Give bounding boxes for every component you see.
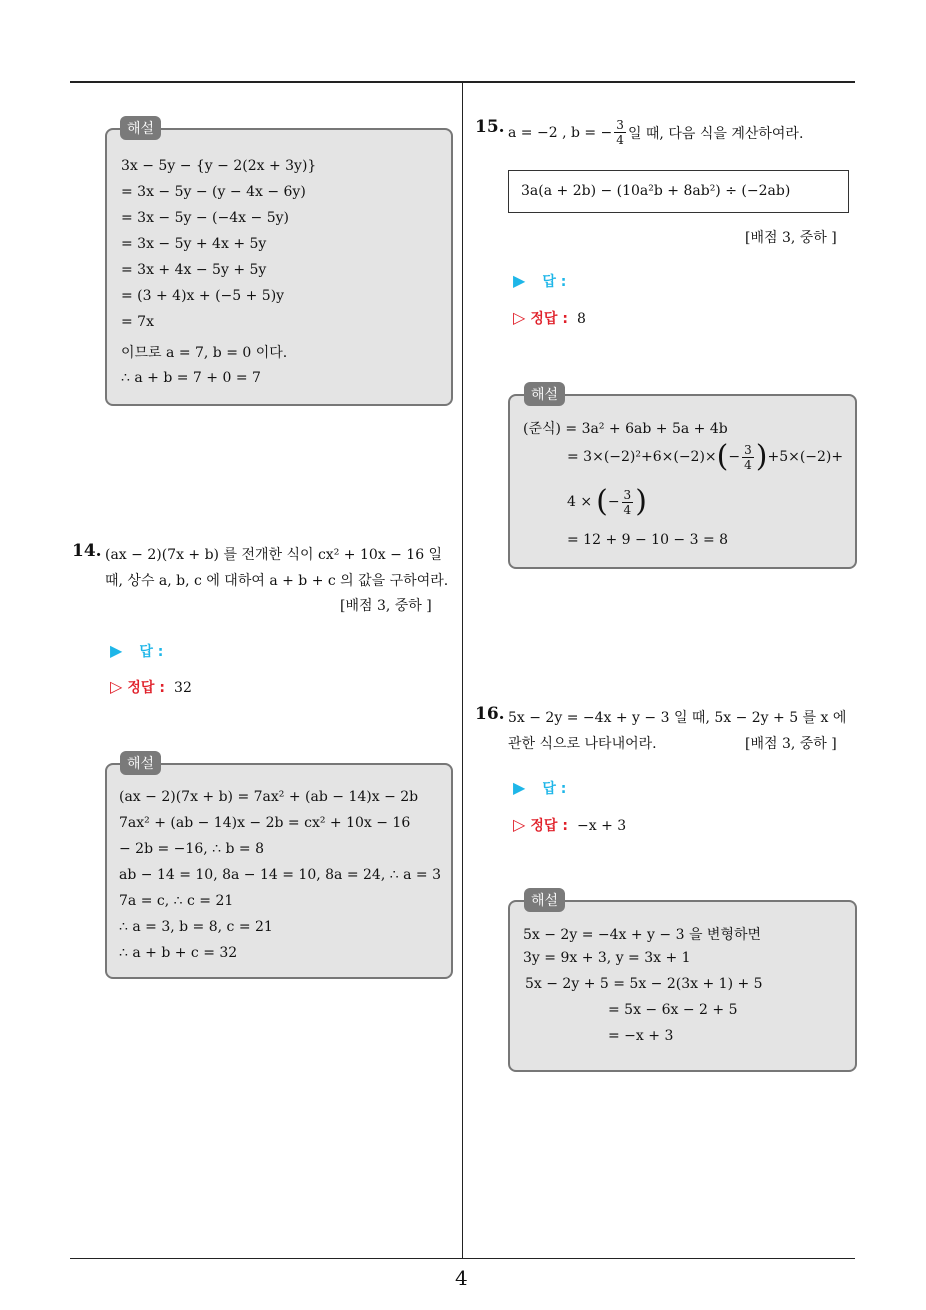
q13-solution-box: [105, 128, 453, 406]
solution-line: = 5x − 6x − 2 + 5: [608, 1002, 738, 1018]
q15-text-part1: a = −2 , b = −: [508, 124, 613, 141]
solution-line: 7ax² + (ab − 14)x − 2b = cx² + 10x − 16: [119, 815, 411, 831]
solution-line: [567, 484, 647, 519]
left-paren: (: [596, 484, 608, 519]
q14-answer-row[interactable]: [110, 641, 163, 661]
fraction-denominator: 4: [744, 457, 752, 472]
q16-correct-row: [513, 815, 626, 835]
minus-sign: −: [607, 494, 620, 510]
q14-points: [배점 3, 중하 ]: [340, 598, 432, 614]
q16-text-line2: 관한 식으로 나타내어라.: [508, 736, 657, 752]
correct-label: 정답 :: [530, 311, 568, 327]
answer-label: 답 :: [542, 274, 567, 290]
solution-line: 3y = 9x + 3, y = 3x + 1: [523, 950, 691, 966]
solution-line: ∴ a + b + c = 32: [119, 945, 238, 961]
solution-line: [567, 439, 844, 474]
fraction-numerator: 3: [623, 487, 632, 502]
minus-sign: −: [728, 449, 741, 465]
correct-value: −x + 3: [577, 818, 627, 834]
q16-solution-box: [508, 900, 857, 1072]
q16-number: 16.: [475, 704, 505, 724]
solution-text: +5×(−2)+: [767, 449, 844, 465]
solution-line: = 3x − 5y − (−4x − 5y): [121, 210, 289, 226]
answer-arrow-icon: ▶: [513, 271, 526, 290]
solution-line: − 2b = −16, ∴ b = 8: [119, 841, 264, 857]
page-number: 4: [455, 1266, 468, 1290]
solution-fraction: [742, 443, 754, 472]
q14-number: 14.: [72, 541, 102, 561]
q15-fraction: [614, 118, 626, 147]
q15-correct-row: [513, 308, 586, 328]
solution-line: ∴ a + b = 7 + 0 = 7: [121, 370, 261, 386]
solution-line: ∴ a = 3, b = 8, c = 21: [119, 919, 273, 935]
solution-fraction: [622, 488, 634, 517]
correct-arrow-icon: ▷: [513, 815, 526, 834]
right-paren: ): [635, 484, 647, 519]
fraction-denominator: 4: [623, 502, 632, 517]
solution-text: 4 ×: [567, 494, 593, 510]
q14-text-line2: 때, 상수 a, b, c 에 대하여 a + b + c 의 값을 구하여라.: [105, 573, 449, 589]
q16-answer-row[interactable]: [513, 778, 566, 798]
solution-line: (준식) = 3a² + 6ab + 5a + 4b: [523, 421, 728, 437]
correct-label: 정답 :: [127, 680, 165, 696]
q15-solution-box: [508, 394, 857, 569]
solution-line: 3x − 5y − {y − 2(2x + 3y)}: [121, 158, 317, 174]
solution-line: = 3x + 4x − 5y + 5y: [121, 262, 267, 278]
bottom-rule: [70, 1258, 855, 1259]
solution-line: 7a = c, ∴ c = 21: [119, 893, 234, 909]
fraction-denominator: 4: [616, 133, 624, 147]
solution-line: = 3x − 5y + 4x + 5y: [121, 236, 267, 252]
correct-value: 32: [174, 680, 192, 696]
q15-points: [배점 3, 중하 ]: [745, 230, 837, 246]
q15-solution-tag: 해설: [524, 382, 565, 406]
right-paren: ): [755, 439, 768, 474]
correct-arrow-icon: ▷: [513, 308, 526, 327]
q15-expression-box: [508, 170, 849, 213]
solution-line: 5x − 2y = −4x + y − 3 을 변형하면: [523, 927, 762, 943]
q14-correct-row: [110, 677, 192, 697]
correct-label: 정답 :: [530, 818, 568, 834]
q14-solution-box: [105, 763, 453, 979]
q16-text-line1: 5x − 2y = −4x + y − 3 일 때, 5x − 2y + 5 를 x 에: [508, 710, 847, 726]
answer-label: 답 :: [542, 781, 567, 797]
answer-arrow-icon: ▶: [513, 778, 526, 797]
correct-value: 8: [577, 311, 586, 327]
fraction-numerator: 3: [744, 442, 752, 457]
q15-text-part2: 일 때, 다음 식을 계산하여라.: [627, 125, 804, 142]
q15-number: 15.: [475, 117, 505, 137]
q13-solution-tag: 해설: [120, 116, 161, 140]
q14-solution-tag: 해설: [120, 751, 161, 775]
q16-solution-tag: 해설: [524, 888, 565, 912]
solution-text: = 3×(−2)²+6×(−2)×: [567, 449, 717, 465]
answer-label: 답 :: [139, 644, 164, 660]
left-paren: (: [716, 439, 729, 474]
solution-line: = (3 + 4)x + (−5 + 5)y: [121, 288, 285, 304]
solution-line: = 12 + 9 − 10 − 3 = 8: [567, 532, 729, 548]
solution-line: ab − 14 = 10, 8a − 14 = 10, 8a = 24, ∴ a = 3: [119, 867, 441, 883]
solution-line: 5x − 2y + 5 = 5x − 2(3x + 1) + 5: [525, 976, 763, 992]
q15-text: [508, 118, 803, 147]
q15-expression: 3a(a + 2b) − (10a²b + 8ab²) ÷ (−2ab): [521, 183, 791, 199]
solution-line: = 3x − 5y − (y − 4x − 6y): [121, 184, 306, 200]
q16-points: [배점 3, 중하 ]: [745, 736, 837, 752]
solution-line: = −x + 3: [608, 1028, 674, 1044]
solution-line: 이므로 a = 7, b = 0 이다.: [121, 345, 288, 361]
answer-arrow-icon: ▶: [110, 641, 123, 660]
column-divider: [462, 83, 463, 1259]
solution-line: (ax − 2)(7x + b) = 7ax² + (ab − 14)x − 2b: [119, 789, 419, 805]
q15-answer-row[interactable]: [513, 271, 566, 291]
q14-text-line1: (ax − 2)(7x + b) 를 전개한 식이 cx² + 10x − 16 일: [105, 547, 443, 563]
solution-line: = 7x: [121, 314, 154, 330]
correct-arrow-icon: ▷: [110, 677, 123, 696]
fraction-numerator: 3: [616, 118, 624, 132]
